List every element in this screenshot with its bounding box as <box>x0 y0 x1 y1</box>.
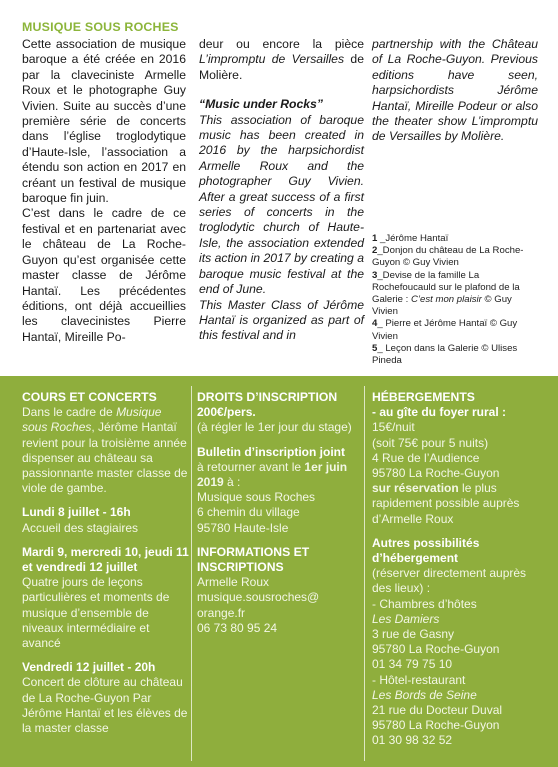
caption-number: 2 <box>372 245 378 257</box>
address-line: Musique sous Roches <box>197 490 316 505</box>
lodging-name: Les Damiers <box>372 611 440 626</box>
gite-line: (soit 75€ pour 5 nuits) <box>372 435 489 450</box>
hebergement-heading: HÉBERGEMENTS <box>372 390 475 404</box>
divider <box>191 386 192 761</box>
caption-number: 1 <box>372 233 378 244</box>
lodging-name: Les Bords de Seine <box>372 687 477 702</box>
caption-text: _Jérôme Hantaï <box>377 233 449 244</box>
paragraph-english: partnership with the Château of La Roche-Guyon. Previous editions have seen, harpsichordists Jérôme Hantaï, Mireille Podeur or also the theater show L’impromptu de Versailles by Molière. <box>372 37 538 144</box>
date-heading: Mardi 9, mercredi 10, jeudi 11 et vendredi 12 juillet <box>22 544 189 575</box>
lodging-line: - Chambres d’hôtes <box>372 596 477 611</box>
text: le plus rapidement possible auprès d’Armelle Roux <box>372 481 520 526</box>
date-text: Concert de clôture au château de La Roche-Guyon Par Jérôme Hantaï et les élèves de la master classe <box>22 675 188 736</box>
droits-heading: DROITS D’INSCRIPTION <box>197 390 338 404</box>
lodging-line: 95780 La Roche-Guyon <box>372 718 500 733</box>
caption-text: _Devise de la famille La Rochefoucauld sur le plafond de la Galerie : <box>372 269 520 306</box>
lodging-phone: 01 30 98 32 52 <box>372 733 453 748</box>
text-bold: sur réservation <box>372 481 459 496</box>
date-text: Quatre jours de leçons particulières et moments de musique d’ensemble de niveaux intermédiaire et avancé <box>22 575 170 651</box>
text: , Jérôme Hantaï revient pour la troisième année dispenser au château sa passionnante master classe de viole de gambe. <box>22 420 188 496</box>
caption-text: _ Leçon dans la Galerie © Ulises Pineda <box>372 342 518 367</box>
section-title: MUSIQUE SOUS ROCHES <box>22 20 179 34</box>
lodging-line: 95780 La Roche-Guyon <box>372 642 500 657</box>
caption-number: 4 <box>372 318 378 330</box>
contact-email[interactable]: orange.fr <box>197 605 246 620</box>
lodging-line: 21 rue du Docteur Duval <box>372 703 503 718</box>
article-section <box>0 0 558 376</box>
paragraph-english: This association of baroque music has been created in 2016 by the harpsichordist Armelle Roux and the photographer Guy Vivien. After a great success of a first series of concerts in the troglodytic church of Haute-Isle, the association extended its action in 2017 by creating a baroque music festival at the end of June. <box>199 112 364 297</box>
contact-name: Armelle Roux <box>197 575 270 590</box>
caption-text: _ Pierre et Jérôme Hantaï © Guy Vivien <box>372 318 518 342</box>
caption-italic: C’est mon plaisir <box>410 294 482 306</box>
text-italic: Musique sous Roches <box>22 405 162 435</box>
text: à : <box>223 475 241 490</box>
cours-column <box>22 390 190 736</box>
hebergement-column <box>372 390 542 749</box>
paragraph-english: This Master Class of Jérôme Hantaï is organized as part of this festival and in <box>199 297 364 343</box>
bulletin-text <box>197 460 362 490</box>
caption <box>372 318 540 342</box>
column-french <box>22 37 186 345</box>
price: 200€/pers. <box>197 405 256 420</box>
address-line: 95780 Haute-Isle <box>197 520 289 535</box>
text: deur ou encore la pièce <box>199 37 364 51</box>
date-heading: Vendredi 12 juillet - 20h <box>22 660 156 675</box>
caption-number: 3 <box>372 269 378 281</box>
lodging-line: 3 rue de Gasny <box>372 627 455 642</box>
divider <box>364 386 365 761</box>
gite-line: 4 Rue de l’Audience <box>372 450 480 465</box>
gite-heading: - au gîte du foyer rural : <box>372 405 507 420</box>
lodging-phone: 01 34 79 75 10 <box>372 657 453 672</box>
caption <box>372 270 540 319</box>
text: à retourner avant le <box>197 459 305 474</box>
cours-intro <box>22 405 190 496</box>
photo-captions <box>372 233 540 367</box>
bulletin-heading: Bulletin d’inscription joint <box>197 444 345 459</box>
text: Dans le cadre de <box>22 405 117 420</box>
paragraph: Cette association de musique baroque a été créée en 2016 par la claveciniste Armelle Roux et le photographe Guy Vivien. Suite au succès d’une première série de concerts dans l’église troglodytique d’Haute-Isle, l’association a étendu son action en 2017 en créant un festival de musique baroque fin juin. <box>22 37 186 206</box>
paragraph: C’est dans le cadre de ce festival et en partenariat avec le château de La Roche-Guyon qu’est organisée cette master classe de Jérôme Hantaï. Les précédentes éditions, ont déjà accueillies les clavecinistes Pierre Hantaï, Mireille Po- <box>22 206 186 344</box>
autres-note: (réserver directement auprès des lieux) : <box>372 566 527 596</box>
caption-number: 5 <box>372 342 378 354</box>
cours-heading: COURS ET CONCERTS <box>22 390 157 404</box>
contact-phone: 06 73 80 95 24 <box>197 620 278 635</box>
address-line: 6 chemin du village <box>197 505 300 520</box>
info-panel <box>0 376 558 767</box>
droits-column <box>197 390 362 636</box>
paragraph <box>199 37 364 83</box>
caption <box>372 233 540 245</box>
caption-text: © Guy Vivien <box>372 294 512 318</box>
gite-line: 95780 La Roche-Guyon <box>372 466 500 481</box>
reservation-note <box>372 481 542 527</box>
english-title: “Music under Rocks” <box>199 97 323 112</box>
caption-text: _Donjon du château de La Roche-Guyon © Guy Vivien <box>372 245 524 269</box>
lodging-line: - Hôtel-restaurant <box>372 672 466 687</box>
contact-email[interactable]: musique.sousroches@ <box>197 590 320 605</box>
price-note: (à régler le 1er jour du stage) <box>197 420 352 435</box>
deadline-date: 1er juin 2019 <box>197 459 348 490</box>
date-heading: Lundi 8 juillet - 16h <box>22 505 131 520</box>
caption <box>372 343 540 367</box>
autres-heading: Autres possibilités d’hébergement <box>372 535 480 566</box>
date-text: Accueil des stagiaires <box>22 520 139 535</box>
column-middle <box>199 37 364 344</box>
gite-line: 15€/nuit <box>372 420 415 435</box>
text: de Molière. <box>199 52 364 82</box>
title-italic: L’impromptu de Versailles <box>199 52 345 67</box>
info-heading: INFORMATIONS ET INSCRIPTIONS <box>197 544 310 575</box>
column-right <box>372 37 538 145</box>
caption <box>372 245 540 269</box>
